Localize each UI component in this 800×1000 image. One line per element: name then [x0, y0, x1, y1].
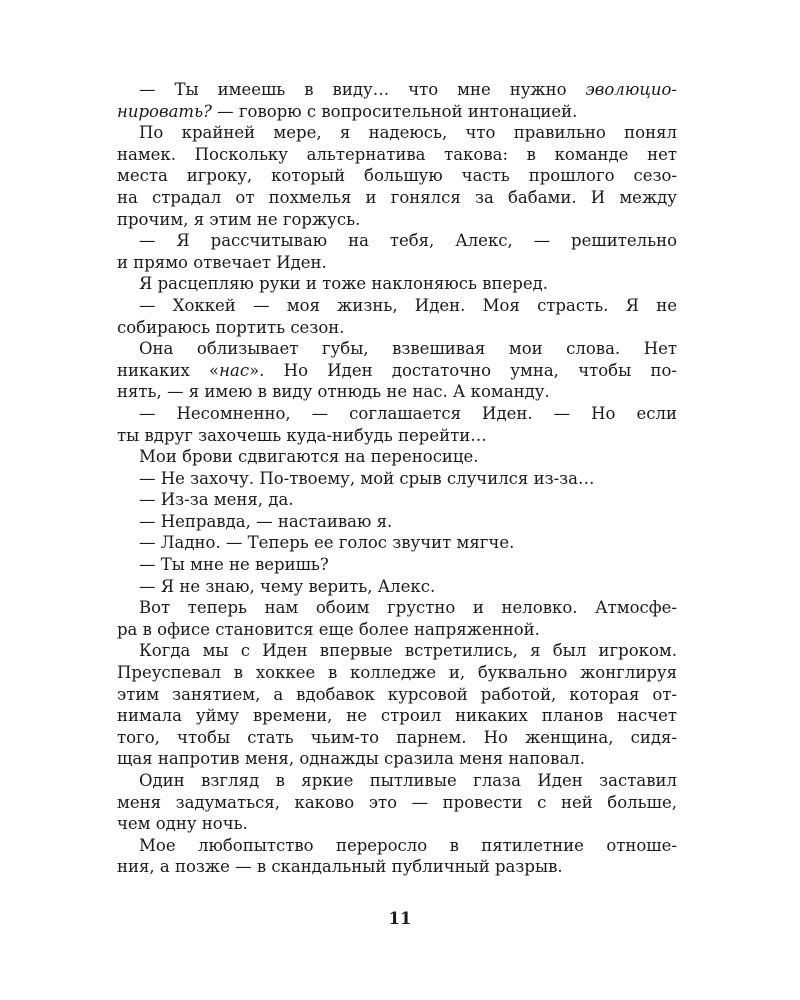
text-segment: Преуспевал в хоккее в колледже и, буквально жонглируя	[117, 663, 677, 683]
text-segment: этим занятием, а вдобавок курсовой работой, которая от-	[117, 684, 677, 704]
text-line	[117, 425, 677, 447]
page-number: 11	[388, 909, 412, 928]
text-segment: ты вдруг захочешь куда-нибудь перейти…	[117, 425, 487, 445]
text-line	[117, 273, 677, 295]
text-line	[117, 792, 677, 814]
text-line	[117, 165, 677, 187]
text-segment: ». Но Иден достаточно умна, чтобы по-	[249, 360, 677, 380]
text-line	[117, 403, 677, 425]
text-segment: на страдал от похмелья и гонялся за бабами. И между	[117, 187, 677, 207]
italic-text-segment: нас	[219, 360, 250, 380]
text-segment: — Несомненно, — соглашается Иден. — Но если	[139, 403, 677, 423]
text-segment: никаких «	[117, 360, 220, 380]
text-segment: и прямо отвечает Иден.	[117, 252, 327, 272]
text-line	[117, 835, 677, 857]
text-segment: Мои брови сдвигаются на переносице.	[139, 447, 479, 467]
text-segment: Когда мы с Иден впервые встретились, я был игроком.	[139, 641, 677, 661]
text-segment: намек. Поскольку альтернатива такова: в команде нет	[117, 144, 677, 164]
text-line	[117, 511, 677, 533]
italic-text-segment: нировать?	[117, 101, 212, 121]
text-segment: места игроку, который большую часть прошлого сезо-	[117, 166, 677, 186]
text-segment: — Из-за меня, да.	[139, 490, 294, 510]
text-segment: — Не захочу. По-твоему, мой срыв случился из-за…	[139, 468, 595, 488]
text-segment: — Я не знаю, чему верить, Алекс.	[139, 576, 436, 596]
text-line	[117, 381, 677, 403]
text-segment: прочим, я этим не горжусь.	[117, 209, 361, 229]
text-line	[117, 856, 677, 878]
text-segment: ра в офисе становится еще более напряженной.	[117, 619, 540, 639]
text-line	[117, 640, 677, 662]
text-segment: щая напротив меня, однажды сразила меня наповал.	[117, 749, 586, 769]
text-line	[117, 360, 677, 382]
text-line	[117, 554, 677, 576]
text-line	[117, 770, 677, 792]
text-line	[117, 187, 677, 209]
text-line	[117, 317, 677, 339]
italic-text-segment: эволюцио-	[585, 80, 677, 99]
text-segment: — говорю с вопросительной интонацией.	[211, 101, 578, 121]
text-segment: Мое любопытство переросло в пятилетние отноше-	[139, 835, 677, 855]
text-line	[117, 79, 677, 101]
page-body-text	[117, 79, 677, 878]
text-line	[117, 532, 677, 554]
text-segment: Один взгляд в яркие пытливые глаза Иден заставил	[139, 771, 677, 790]
text-segment: — Ладно. — Теперь ее голос звучит мягче.	[139, 533, 515, 553]
text-line	[117, 748, 677, 770]
text-segment: того, чтобы стать чьим-то парнем. Но женщина, сидя-	[117, 727, 677, 747]
text-segment: Вот теперь нам обоим грустно и неловко. Атмосфе-	[139, 598, 677, 618]
text-segment: чем одну ночь.	[117, 814, 248, 834]
text-segment: собираюсь портить сезон.	[117, 317, 345, 337]
text-line	[117, 338, 677, 360]
text-line	[117, 813, 677, 835]
text-line	[117, 252, 677, 274]
text-line	[117, 489, 677, 511]
text-segment: меня задуматься, каково это — провести с ней больше,	[117, 792, 677, 812]
text-segment: — Ты имеешь в виду… что мне нужно	[139, 80, 586, 99]
text-segment: ния, а позже — в скандальный публичный разрыв.	[117, 857, 563, 877]
text-line	[117, 576, 677, 598]
text-line	[117, 230, 677, 252]
text-segment: нимала уйму времени, не строил никаких планов насчет	[117, 706, 677, 726]
text-line	[117, 101, 677, 123]
text-segment: По крайней мере, я надеюсь, что правильно понял	[139, 123, 677, 143]
text-segment: Она облизывает губы, взвешивая мои слова. Нет	[139, 339, 677, 359]
text-line	[117, 446, 677, 468]
text-segment: Я расцепляю руки и тоже наклоняюсь вперед.	[139, 274, 548, 294]
text-segment: — Я рассчитываю на тебя, Алекс, — решительно	[139, 231, 677, 251]
text-line	[117, 662, 677, 684]
text-line	[117, 468, 677, 490]
text-line	[117, 619, 677, 641]
text-line	[117, 144, 677, 166]
text-line	[117, 209, 677, 231]
text-line	[117, 597, 677, 619]
text-line	[117, 705, 677, 727]
text-line	[117, 295, 677, 317]
text-line	[117, 122, 677, 144]
text-segment: — Ты мне не веришь?	[139, 555, 329, 575]
text-segment: — Неправда, — настаиваю я.	[139, 511, 393, 531]
text-segment: нять, — я имею в виду отнюдь не нас. А команду.	[117, 382, 550, 402]
text-line	[117, 684, 677, 706]
text-line	[117, 727, 677, 749]
text-segment: — Хоккей — моя жизнь, Иден. Моя страсть. Я не	[139, 295, 677, 315]
